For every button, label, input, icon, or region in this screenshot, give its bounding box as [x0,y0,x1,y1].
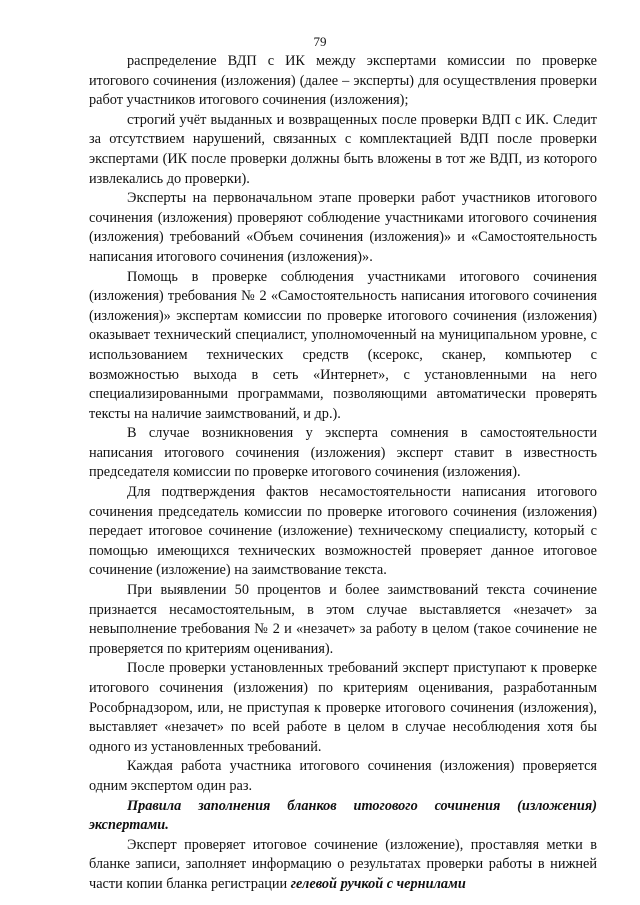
paragraph-vdp-accounting: строгий учёт выданных и возвращенных после проверки ВДП с ИК. Следит за отсутствием нарушений, связанных с комплектацией ВДП после проверки экспертами (ИК после проверки должны быть вложены в тот же ВДП, из которого извлекались до проверки). [89,111,597,187]
page-number: 79 [313,34,327,49]
paragraph-single-expert: Каждая работа участника итогового сочинения (изложения) проверяется одним экспертом один раз. [89,758,597,794]
paragraph-expert-checks [89,836,597,895]
paragraph-doubt-case: В случае возникновения у эксперта сомнения в самостоятельности написания итогового сочинения (изложения) эксперт ставит в известность председателя комиссии по проверке итогового сочинения (изложения). [89,425,597,481]
paragraph-fifty-percent: При выявлении 50 процентов и более заимствований текста сочинение признается несамостоятельным, в этом случае выставляется «незачет» за невыполнение требования № 2 и «незачет» за работу в целом (такое сочинение не проверяется по критериям оценивания). [89,582,597,657]
paragraph-technical-specialist-help: Помощь в проверке соблюдения участниками итогового сочинения (изложения) требования № 2 «Самостоятельность написания итогового сочинения (изложения)» экспертам комиссии по проверке итогового сочинения (изложения) оказывает технический специалист, уполномоченный на муниципальном уровне, с использованием технических средств (ксерокс, сканер, компьютер с возможностью выхода в сеть «Интернет», с установленными на него специализированными программами, позволяющими автоматически проверять тексты на наличие заимствований, и др.). [89,268,597,422]
section-heading: Правила заполнения бланков итогового сочинения (изложения) экспертами. [89,797,597,834]
paragraph-experts-initial-check: Эксперты на первоначальном этапе проверки работ участников итогового сочинения (изложения) проверяют соблюдение участниками итогового сочинения (изложения) требований «Объем сочинения (изложения)» и «Самостоятельность написания итогового сочинения (изложения)». [89,190,597,265]
paragraph-emphasis: гелевой ручкой с чернилами [290,875,466,892]
paragraph-confirmation: Для подтверждения фактов несамостоятельности написания итогового сочинения председатель комиссии по проверке итогового сочинения (изложения) передает итоговое сочинение (изложение) техническому специалисту, который с помощью имеющихся технических возможностей проверяет данное итоговое сочинение (изложение) на заимствование текста. [89,484,597,579]
paragraph-vdp-distribution: распределение ВДП с ИК между экспертами комиссии по проверке итогового сочинения (изложения) (далее – эксперты) для осуществления проверки работ участников итогового сочинения (изложения); [89,53,597,109]
paragraph-text-start: Эксперт проверяет итоговое сочинение (изложение), проставляя метки в бланке записи, заполняет информацию о результатах проверки работы в нижней части копии бланка регистрации [89,836,597,892]
paragraph-after-check: После проверки установленных требований эксперт приступают к проверке итогового сочинения (изложения) по критериям оценивания, разработанным Рособрнадзором, или, не приступая к проверке итогового сочинения (изложения), выставляет «незачет» по всей работе в целом в случае несоблюдения хотя бы одного из установленных требований. [89,660,597,755]
document-body [89,52,597,895]
